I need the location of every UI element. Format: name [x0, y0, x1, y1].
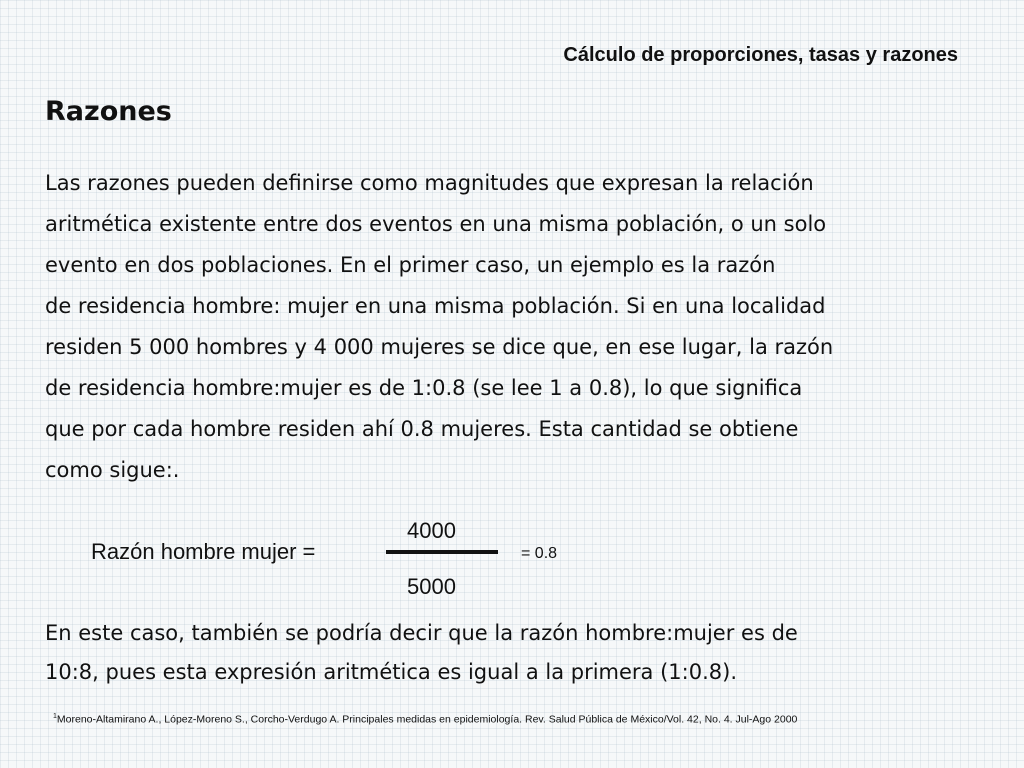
formula-denominator: 5000	[407, 574, 456, 599]
footnote-marker: 1	[53, 713, 57, 720]
formula-result: = 0.8	[521, 545, 558, 562]
formula-label: Razón hombre mujer =	[91, 539, 316, 564]
paragraph-line: Las razones pueden definirse como magnitudes que expresan la relación	[45, 171, 814, 195]
paragraph-line: como sigue:.	[45, 458, 180, 482]
fraction-bar	[386, 550, 498, 554]
conclusion-paragraph	[45, 614, 1005, 692]
paragraph-line: En este caso, también se podría decir que la razón hombre:mujer es de	[45, 621, 798, 645]
paragraph-line: aritmética existente entre dos eventos en una misma población, o un solo	[45, 212, 827, 236]
footnote-text: Moreno-Altamirano A., López-Moreno S., Corcho-Verdugo A. Principales medidas en epidemiología. Rev. Salud Pública de México/Vol. 42, No. 4. Jul-Ago 2000	[56, 713, 798, 726]
paragraph-line: de residencia hombre: mujer en una misma población. Si en una localidad	[45, 294, 826, 318]
body-paragraph	[45, 163, 1005, 491]
paragraph-line: evento en dos poblaciones. En el primer caso, un ejemplo es la razón	[45, 253, 776, 277]
slide-title: Razones	[45, 96, 172, 127]
paragraph-line: 10:8, pues esta expresión aritmética es igual a la primera (1:0.8).	[45, 660, 737, 684]
paragraph-line: residen 5 000 hombres y 4 000 mujeres se dice que, en ese lugar, la razón	[45, 335, 834, 359]
paragraph-line: que por cada hombre residen ahí 0.8 mujeres. Esta cantidad se obtiene	[45, 417, 799, 441]
formula-numerator: 4000	[407, 518, 456, 543]
paragraph-line: de residencia hombre:mujer es de 1:0.8 (se lee 1 a 0.8), lo que significa	[45, 376, 803, 400]
slide-header: Cálculo de proporciones, tasas y razones	[563, 44, 958, 66]
footnote	[53, 713, 797, 726]
